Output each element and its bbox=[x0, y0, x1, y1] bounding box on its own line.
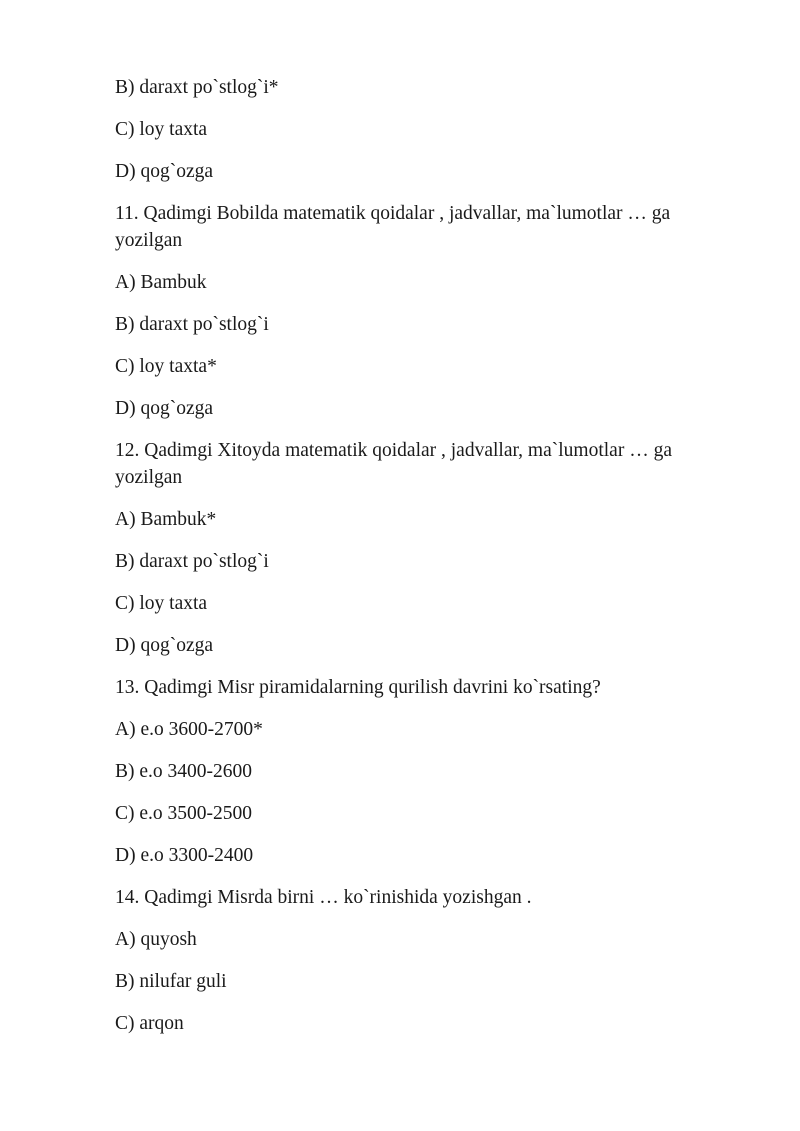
answer-option: A) Bambuk* bbox=[115, 509, 217, 531]
question-11: 11. Qadimgi Bobilda matematik qoidalar , jadvallar, ma`lumotlar … ga yozilgan bbox=[115, 202, 671, 252]
answer-option: B) daraxt po`stlog`i* bbox=[115, 77, 279, 98]
answer-option: C) e.o 3500-2500 bbox=[115, 803, 253, 825]
answer-option: B) e.o 3400-2600 bbox=[115, 761, 253, 783]
answer-option: A) Bambuk bbox=[115, 272, 207, 294]
answer-option: D) qog`ozga bbox=[115, 635, 214, 657]
answer-option: B) daraxt po`stlog`i bbox=[115, 314, 269, 336]
question-13: 13. Qadimgi Misr piramidalarning qurilish davrini ko`rsating? bbox=[115, 677, 601, 699]
document-body bbox=[115, 74, 735, 1052]
answer-option: D) qog`ozga bbox=[115, 398, 214, 420]
answer-option: C) loy taxta* bbox=[115, 356, 217, 378]
answer-option: A) e.o 3600-2700* bbox=[115, 719, 263, 741]
answer-option: C) loy taxta bbox=[115, 118, 208, 140]
question-14: 14. Qadimgi Misrda birni … ko`rinishida yozishgan . bbox=[115, 887, 532, 909]
answer-option: A) quyosh bbox=[115, 929, 197, 951]
answer-option: D) e.o 3300-2400 bbox=[115, 845, 254, 867]
answer-option: D) qog`ozga bbox=[115, 160, 214, 182]
answer-option: B) nilufar guli bbox=[115, 971, 227, 993]
answer-option: C) arqon bbox=[115, 1013, 184, 1035]
question-12: 12. Qadimgi Xitoyda matematik qoidalar , jadvallar, ma`lumotlar … ga yozilgan bbox=[115, 440, 672, 489]
answer-option: C) loy taxta bbox=[115, 593, 208, 615]
answer-option: B) daraxt po`stlog`i bbox=[115, 551, 269, 573]
